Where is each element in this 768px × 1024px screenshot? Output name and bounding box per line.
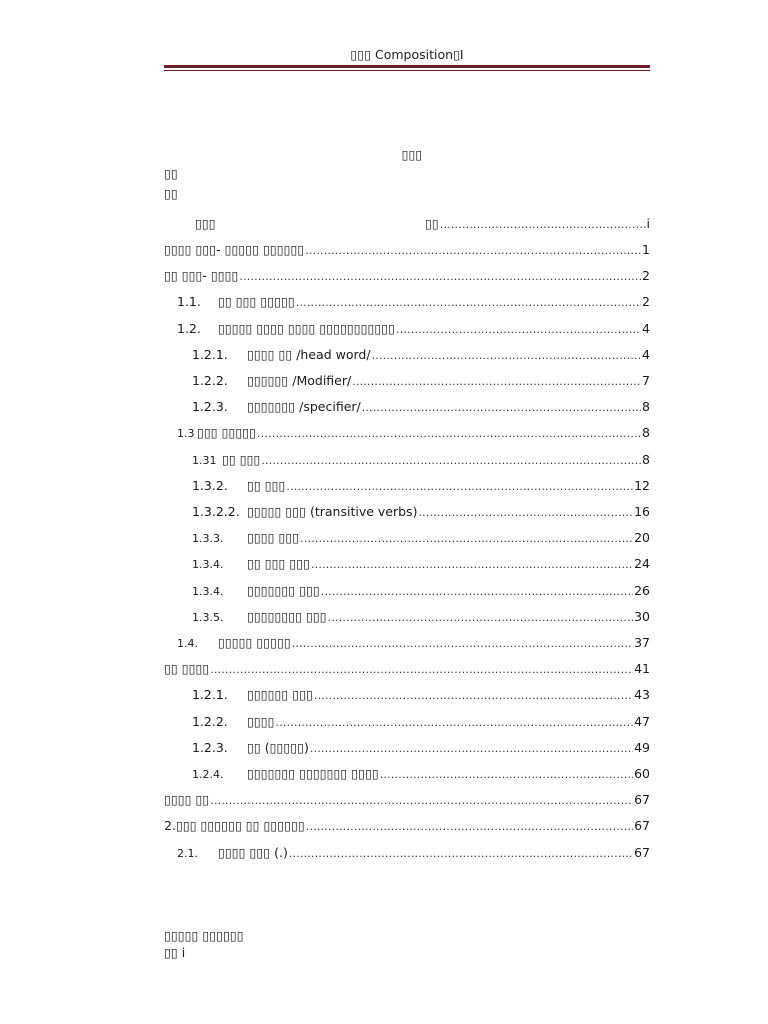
toc-entry-number: 1.2.1. (192, 687, 228, 702)
toc-entry-page: 4 (642, 347, 650, 362)
page-footer (164, 927, 244, 961)
toc-entry[interactable] (192, 451, 650, 467)
toc-entry-page: 43 (634, 687, 650, 702)
footer-page-number: ▯▯ i (164, 945, 186, 960)
toc-entry[interactable] (192, 372, 650, 388)
toc-entry-page: 16 (634, 504, 650, 519)
toc-entry[interactable] (192, 739, 650, 755)
toc-entry[interactable] (192, 477, 650, 493)
toc-entry[interactable] (177, 634, 650, 650)
toc-entry[interactable] (192, 503, 650, 519)
toc-entry[interactable] (164, 660, 650, 676)
toc-entry[interactable] (177, 844, 650, 860)
toc-leader-dots (292, 637, 633, 650)
toc-entry-label: ▯▯▯▯▯ ▯▯▯▯▯ (218, 635, 291, 650)
toc-leader-dots (306, 820, 633, 833)
toc-leader-dots (289, 847, 633, 860)
toc-entry-label: ▯▯ ▯▯▯▯ (164, 661, 210, 676)
toc-entry-number: 1.3.4. (192, 558, 224, 571)
footer-line: ▯▯▯▯▯ ▯▯▯▯▯▯ (164, 928, 244, 943)
toc-entry-page: 2 (642, 268, 650, 283)
toc-entry-label: ▯▯ ▯▯▯- ▯▯▯▯ (164, 268, 239, 283)
toc-entry-label: ▯▯▯▯▯▯▯ ▯▯▯▯▯▯▯ ▯▯▯▯ (247, 766, 379, 781)
toc-entry[interactable] (192, 713, 650, 729)
toc-entry-page: 24 (634, 556, 650, 571)
toc-heading-right: ▯▯ (425, 216, 439, 231)
toc-entry-page: 67 (634, 792, 650, 807)
toc-leader-dots (210, 794, 633, 807)
toc-entry[interactable] (164, 267, 650, 283)
toc-entry-page: 8 (642, 399, 650, 414)
toc-entry[interactable] (192, 398, 650, 414)
toc-entry-number: 1.31 (192, 454, 217, 467)
toc-entry[interactable] (192, 582, 650, 598)
toc-entry-label: ▯▯▯▯▯▯▯▯ ▯▯▯ (247, 609, 327, 624)
toc-entry-page: 41 (634, 661, 650, 676)
toc-entry-page: 30 (634, 609, 650, 624)
toc-entry-number: 1.3.2. (192, 478, 228, 493)
toc-leader-dots (328, 611, 633, 624)
toc-title: ▯▯▯ (401, 147, 423, 162)
toc-entry-page: 47 (634, 714, 650, 729)
header-rule (164, 65, 650, 71)
toc-entry-number: 1.2.3. (192, 740, 228, 755)
toc-entry-number: 1.2. (177, 321, 201, 336)
toc-leader-dots (276, 716, 634, 729)
toc-entry-label: ▯▯▯▯▯▯▯ /specifier/ (247, 399, 361, 414)
toc-leader-dots (440, 218, 646, 231)
toc-entry-page: 2 (642, 294, 650, 309)
toc-leader-dots (257, 427, 641, 440)
toc-leader-dots (352, 375, 641, 388)
toc-entry-number: 2.1. (177, 847, 198, 860)
toc-entry-page: 49 (634, 740, 650, 755)
toc-leader-dots (396, 323, 641, 336)
toc-entry-label: ▯▯▯ ▯▯▯▯▯▯ ▯▯ ▯▯▯▯▯▯ (175, 818, 305, 833)
toc-entry[interactable] (192, 529, 650, 545)
toc-entry[interactable] (192, 765, 650, 781)
toc-entry-label: ▯▯▯▯ ▯▯▯- ▯▯▯▯▯ ▯▯▯▯▯▯ (164, 242, 305, 257)
toc-leader-dots (286, 480, 633, 493)
toc-entry-label: ▯▯▯▯▯▯ ▯▯▯ (247, 687, 313, 702)
toc-entry-label: ▯▯▯▯ ▯▯ (164, 792, 210, 807)
toc-entry-number: 1.3.5. (192, 611, 224, 624)
toc-leader-dots (380, 768, 633, 781)
toc-leader-dots (314, 689, 633, 702)
toc-leader-dots (372, 349, 641, 362)
toc-entry-page: 20 (634, 530, 650, 545)
toc-entry-label: ▯▯▯▯▯ ▯▯▯ (transitive verbs) (247, 504, 418, 519)
toc-entry[interactable] (164, 241, 650, 257)
toc-entry-label: ▯▯ ▯▯▯ (222, 452, 261, 467)
toc-entry-page: 37 (634, 635, 650, 650)
toc-heading-page: i (646, 216, 650, 231)
toc-entry-number: 1.2.3. (192, 399, 228, 414)
toc-entry-number: 1.3.3. (192, 532, 224, 545)
toc-leader-dots (362, 401, 641, 414)
toc-entry-number: 1.2.1. (192, 347, 228, 362)
toc-entry-number: 1.1. (177, 294, 201, 309)
toc-entry-label: ▯▯▯▯▯▯ /Modifier/ (247, 373, 352, 388)
toc-entry-page: 8 (642, 425, 650, 440)
toc-entry-label: ▯▯▯▯▯▯▯ ▯▯▯ (247, 583, 320, 598)
toc-entry-label: ▯▯ (▯▯▯▯▯) (247, 740, 309, 755)
toc-heading-left: ▯▯▯ (195, 216, 216, 231)
toc-leader-dots (300, 532, 633, 545)
toc-entry[interactable] (192, 608, 650, 624)
toc-leader-dots (418, 506, 633, 519)
toc-leader-dots (310, 742, 633, 755)
toc-entry-label: ▯▯ ▯▯▯ ▯▯▯▯▯ (218, 294, 295, 309)
toc-entry-number: 1.4. (177, 637, 198, 650)
toc-pre-line: ▯▯ (164, 166, 178, 181)
toc-entry-label: ▯▯▯ ▯▯▯▯▯ (197, 425, 257, 440)
toc-entry-number: 1.2.2. (192, 714, 228, 729)
toc-entry[interactable] (164, 817, 650, 833)
toc-entry[interactable] (177, 293, 650, 309)
toc-entry-page: 26 (634, 583, 650, 598)
toc-entry[interactable] (192, 555, 650, 571)
toc-entry[interactable] (177, 320, 650, 336)
toc-entry-number: 1.2.2. (192, 373, 228, 388)
toc-entry-page: 67 (634, 818, 650, 833)
toc-entry-page: 60 (634, 766, 650, 781)
toc-entry-label: ▯▯ ▯▯▯ ▯▯▯ (247, 556, 310, 571)
toc-entry-page: 8 (642, 452, 650, 467)
toc-leader-dots (321, 585, 633, 598)
toc-entry-label: ▯▯ ▯▯▯ (247, 478, 286, 493)
toc-entry-page: 4 (642, 321, 650, 336)
toc-entry-label: ▯▯▯▯ ▯▯▯ (247, 530, 300, 545)
toc-entry[interactable] (164, 791, 650, 807)
toc-leader-dots (239, 270, 641, 283)
toc-entry-label: ▯▯▯▯ (247, 714, 275, 729)
toc-leader-dots (305, 244, 641, 257)
toc-leader-dots (261, 454, 641, 467)
toc-entry-number: 1.3.2.2. (192, 504, 240, 519)
page-header: ▯▯▯ Composition▯I (350, 47, 464, 62)
toc-pre-line: ▯▯ (164, 186, 178, 201)
toc-entry[interactable] (192, 346, 650, 362)
toc-entry-page: 1 (642, 242, 650, 257)
toc-entry-label: ▯▯▯▯▯ ▯▯▯▯ ▯▯▯▯ ▯▯▯▯▯▯▯▯▯▯▯ (218, 321, 396, 336)
toc-entry-number: 1.3.4. (192, 585, 224, 598)
toc-heading-row (195, 215, 650, 231)
toc-entry[interactable] (192, 686, 650, 702)
toc-entry-number: 1.3 (177, 427, 195, 440)
toc-entry-page: 67 (634, 845, 650, 860)
toc-entry-page: 7 (642, 373, 650, 388)
toc-entry-label: ▯▯▯▯ ▯▯ /head word/ (247, 347, 371, 362)
toc-leader-dots (311, 558, 633, 571)
toc-entry-number: 2. (164, 818, 176, 833)
toc-entry-page: 12 (634, 478, 650, 493)
toc-leader-dots (296, 296, 641, 309)
toc-entry-number: 1.2.4. (192, 768, 224, 781)
toc-entry[interactable] (177, 424, 650, 440)
toc-entry-label: ▯▯▯▯ ▯▯▯ (.) (218, 845, 288, 860)
toc-leader-dots (210, 663, 633, 676)
